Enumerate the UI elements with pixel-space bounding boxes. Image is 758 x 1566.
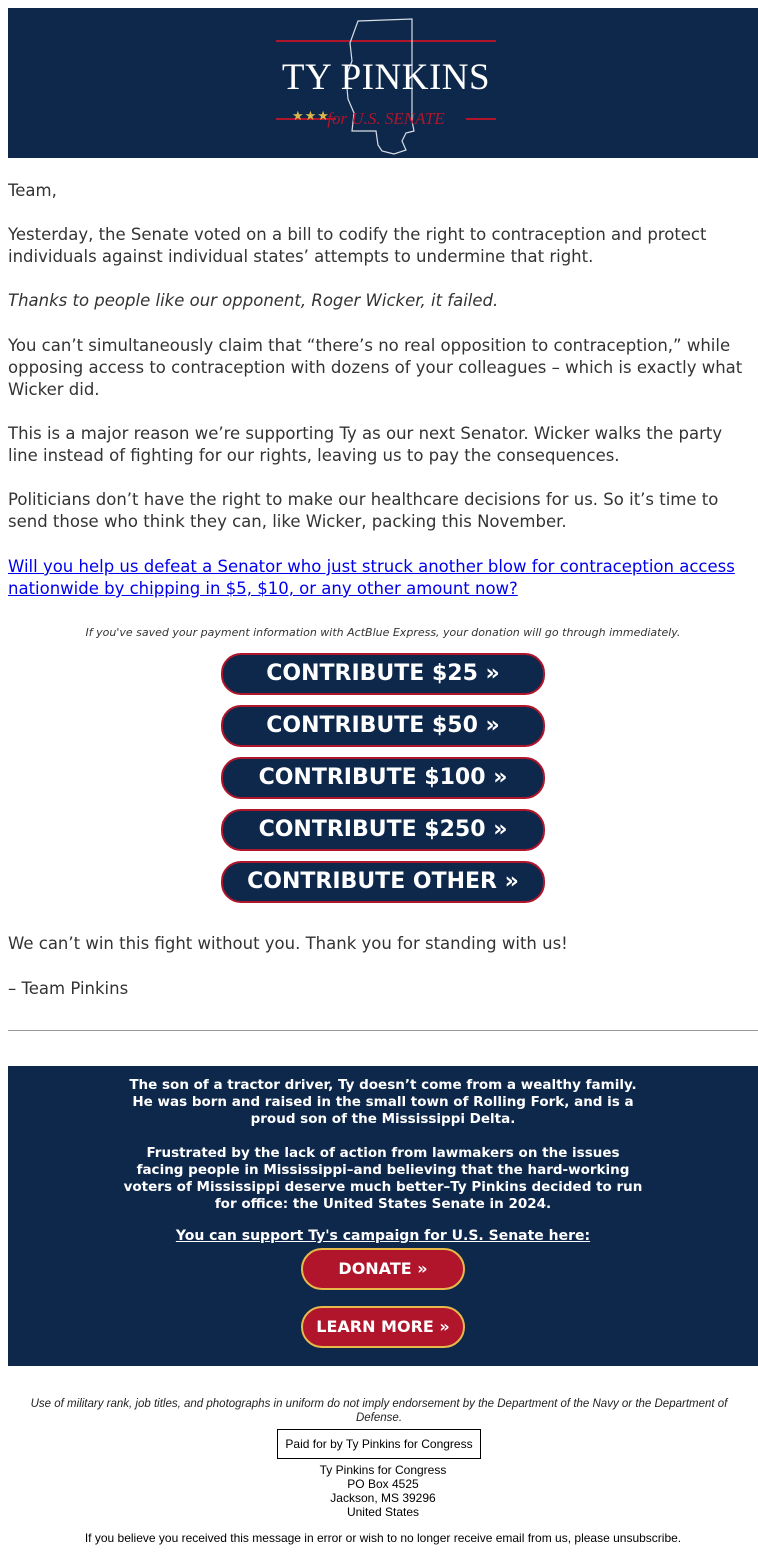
unsubscribe-notice[interactable]: If you believe you received this message in error or wish to no longer receive email from us, please unsubscribe. xyxy=(84,1531,682,1545)
header-banner xyxy=(8,8,758,158)
actblue-note: If you've saved your payment information with ActBlue Express, your donation will go through immediately. xyxy=(85,626,681,639)
contribute-100-button[interactable]: CONTRIBUTE $100 » xyxy=(221,757,545,799)
bio-paragraph-2: Frustrated by the lack of action from lawmakers on the issues facing people in Mississippi–and believing that the hard-working voters of Mississippi deserve much better–Ty Pinkins decided to run for office: the United States Senate in 2024. xyxy=(123,1145,643,1212)
divider xyxy=(8,1030,758,1031)
address-line: United States xyxy=(346,1505,420,1519)
donate-button[interactable]: DONATE » xyxy=(301,1248,465,1290)
stars-icon: ★★★ xyxy=(292,109,330,124)
greeting: Team, xyxy=(8,181,57,200)
support-cta[interactable]: You can support Ty's campaign for U.S. Senate here: xyxy=(175,1228,591,1244)
learn-more-button[interactable]: LEARN MORE » xyxy=(301,1306,465,1348)
contribute-other-button[interactable]: CONTRIBUTE OTHER » xyxy=(221,861,545,903)
mailing-address xyxy=(8,1463,758,1519)
logo-title: TY PINKINS xyxy=(281,57,491,98)
campaign-logo[interactable] xyxy=(266,13,506,159)
paragraph-2: Thanks to people like our opponent, Roger Wicker, it failed. xyxy=(8,291,499,310)
address-line: Jackson, MS 39296 xyxy=(330,1491,436,1505)
contribute-250-button[interactable]: CONTRIBUTE $250 » xyxy=(221,809,545,851)
donation-ask-link[interactable]: Will you help us defeat a Senator who just struck another blow for contraception access nationwide by chipping in $5, $10, or any other amount now? xyxy=(8,557,735,598)
logo-subtitle: for U.S. SENATE xyxy=(327,109,445,128)
bio-paragraph-1: The son of a tractor driver, Ty doesn’t come from a wealthy family. He was born and raised in the small town of Rolling Fork, and is a proud son of the Mississippi Delta. xyxy=(129,1077,637,1127)
contribute-25-button[interactable]: CONTRIBUTE $25 » xyxy=(221,653,545,695)
signoff: – Team Pinkins xyxy=(8,979,129,998)
contribute-50-button[interactable]: CONTRIBUTE $50 » xyxy=(221,705,545,747)
paragraph-3: You can’t simultaneously claim that “there’s no real opposition to contraception,” while opposing access to contraception with dozens of your colleagues – which is exactly what Wicker did. xyxy=(8,336,743,399)
military-disclaimer: Use of military rank, job titles, and photographs in uniform do not imply endorsement by the Department of the Navy or the Department of Defense. xyxy=(30,1398,728,1424)
address-line: Ty Pinkins for Congress xyxy=(319,1463,447,1477)
paragraph-1: Yesterday, the Senate voted on a bill to codify the right to contraception and protect individuals against individual states’ attempts to undermine that right. xyxy=(8,225,707,266)
address-line: PO Box 4525 xyxy=(347,1477,419,1491)
paragraph-4: This is a major reason we’re supporting Ty as our next Senator. Wicker walks the party line instead of fighting for our rights, leaving us to pay the consequences. xyxy=(8,424,723,465)
paragraph-5: Politicians don’t have the right to make our healthcare decisions for us. So it’s time to send those who think they can, like Wicker, packing this November. xyxy=(8,490,719,531)
closing-line: We can’t win this fight without you. Thank you for standing with us! xyxy=(8,934,568,953)
bio-section xyxy=(8,1066,758,1366)
paid-for-box: Paid for by Ty Pinkins for Congress xyxy=(277,1429,481,1459)
